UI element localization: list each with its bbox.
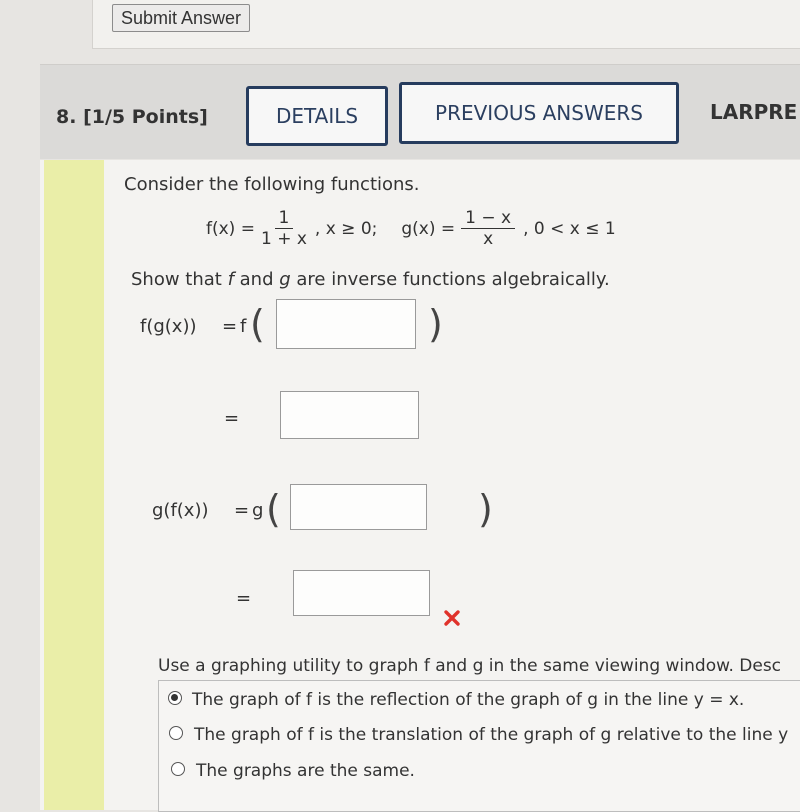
- prompt-intro: Consider the following functions.: [124, 174, 420, 195]
- gf-inner-input[interactable]: [290, 484, 427, 530]
- f-definition-lhs: f(x) =: [206, 218, 255, 239]
- option-reflection[interactable]: [168, 691, 182, 705]
- f-numerator: 1: [275, 208, 294, 229]
- instruction-text-3: are inverse functions algebraically.: [290, 269, 610, 290]
- points-label: [1/5 Points]: [83, 106, 208, 128]
- g-denominator: x: [483, 229, 494, 249]
- g-numerator: 1 − x: [461, 208, 515, 229]
- f-domain: , x ≥ 0;: [314, 218, 378, 239]
- question-number-label: 8.: [56, 106, 77, 128]
- submit-answer-button[interactable]: Submit Answer: [112, 4, 250, 32]
- fg-label: f(g(x)): [140, 316, 197, 337]
- gf-open-paren: (: [266, 487, 281, 531]
- fg-result-input[interactable]: [280, 391, 419, 439]
- fg-inner-input[interactable]: [276, 299, 416, 349]
- function-definitions: [206, 208, 616, 249]
- instruction-text-2: and: [233, 269, 280, 290]
- x-mark-icon: [443, 609, 461, 627]
- option-reflection-label: The graph of f is the reflection of the graph of g in the line y = x.: [192, 690, 745, 710]
- option-translation-label: The graph of f is the translation of the graph of g relative to the line y: [194, 725, 789, 745]
- course-code: LARPRE: [710, 100, 798, 124]
- g-definition-lhs: g(x) =: [401, 218, 456, 239]
- details-button[interactable]: DETAILS: [246, 86, 388, 146]
- option-same[interactable]: [171, 762, 185, 776]
- fg-equals: =: [222, 316, 238, 337]
- option-reflection-radio[interactable]: [168, 691, 182, 705]
- instruction: [131, 269, 610, 290]
- f-denominator: 1 + x: [260, 229, 307, 249]
- gf-close-paren: ): [478, 487, 493, 531]
- graph-question-text: Use a graphing utility to graph f and g in the same viewing window. Desc: [158, 656, 782, 676]
- previous-answers-button[interactable]: PREVIOUS ANSWERS: [399, 82, 679, 144]
- g-domain: , 0 < x ≤ 1: [523, 218, 616, 239]
- f-definition-fraction: [261, 208, 307, 249]
- gf-label: g(f(x)): [152, 500, 209, 521]
- fg-result-equals: =: [224, 408, 240, 429]
- gf-g-prefix: g: [252, 500, 264, 521]
- instruction-text-1: Show that: [131, 269, 228, 290]
- fg-open-paren: (: [250, 302, 265, 346]
- g-definition-fraction: [461, 208, 515, 249]
- fg-close-paren: ): [428, 302, 443, 346]
- instruction-f: f: [227, 269, 234, 290]
- question-number: [56, 106, 208, 128]
- fg-f-prefix: f: [240, 316, 247, 337]
- option-same-label: The graphs are the same.: [196, 761, 415, 781]
- option-translation[interactable]: [169, 726, 183, 740]
- option-translation-radio[interactable]: [169, 726, 183, 740]
- gf-equals: =: [234, 500, 250, 521]
- gf-result-input[interactable]: [293, 570, 430, 616]
- gf-result-equals: =: [236, 588, 252, 609]
- instruction-g: g: [279, 269, 291, 290]
- question-accent-bar: [44, 160, 104, 810]
- option-same-radio[interactable]: [171, 762, 185, 776]
